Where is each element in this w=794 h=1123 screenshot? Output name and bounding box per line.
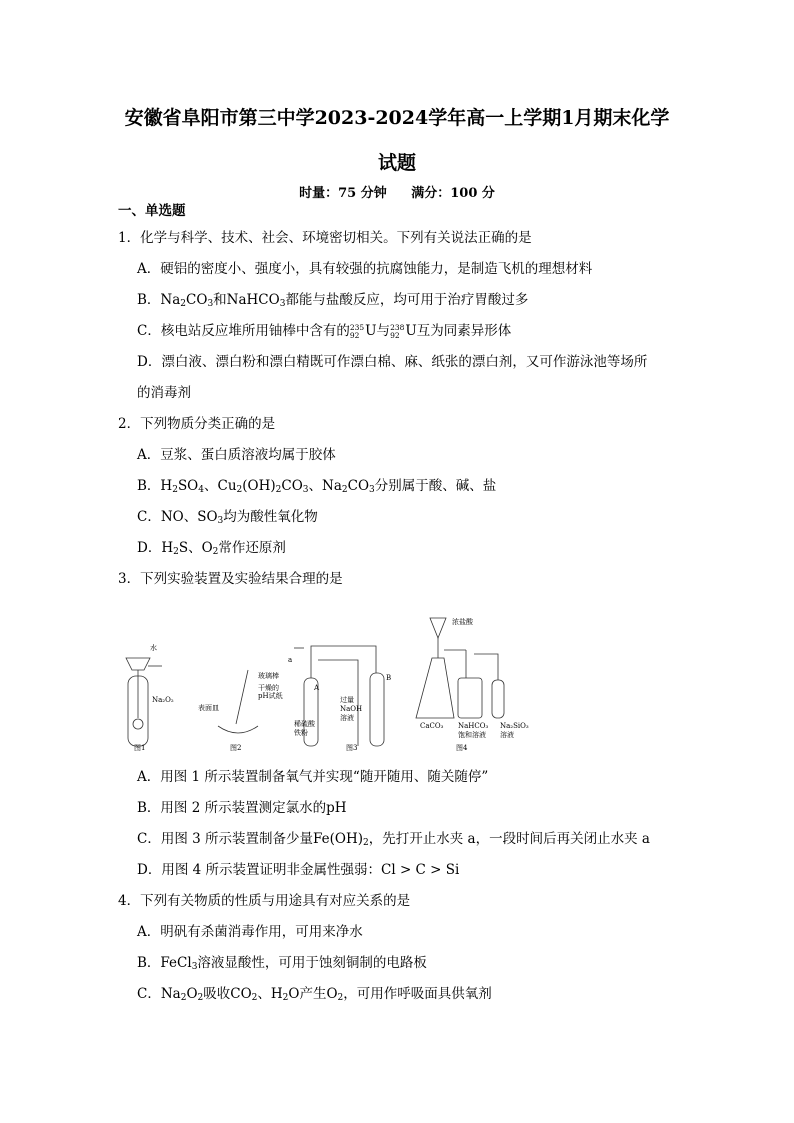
svg-text:CaCO₃: CaCO₃	[420, 722, 444, 730]
svg-text:图4: 图4	[456, 744, 468, 752]
svg-text:稀硫酸: 稀硫酸	[294, 720, 315, 728]
svg-text:NaOH: NaOH	[340, 705, 363, 713]
score-label: 满分：100 分	[411, 186, 495, 201]
q4-option-a: A．明矾有杀菌消毒作用，可用来净水	[137, 924, 363, 940]
q1-option-c: C．核电站反应堆所用铀棒中含有的 235 92 U与 238 92 U互为同素异形体	[137, 322, 512, 340]
svg-text:饱和溶液: 饱和溶液	[458, 731, 486, 739]
q1-option-a: A．硬铝的密度小、强度小，具有较强的抗腐蚀能力，是制造飞机的理想材料	[137, 261, 593, 277]
fig-na2o2-label: Na₂O₂	[152, 696, 174, 704]
svg-text:干燥的: 干燥的	[258, 684, 279, 692]
fig-dish-label: 表面皿	[198, 704, 219, 712]
fig-water-label: 水	[150, 644, 157, 652]
title-line-2: 试题	[377, 152, 416, 174]
q2-option-c: C．NO、$SO_3$均为酸性氧化物	[137, 509, 318, 526]
svg-text:图1: 图1	[134, 744, 146, 752]
q4-option-c: C．$Na_2O_2$吸收$CO_2$、$H_2O$产生$O_2$，可用作呼吸面具供氧剂	[137, 986, 492, 1003]
svg-text:溶液: 溶液	[340, 714, 354, 722]
q3-option-c: C．用图 3 所示装置制备少量$Fe(OH)_2$，先打开止水夹 a，一段时间后再关闭止水夹 a	[137, 831, 650, 848]
section-heading: 一、单选题	[118, 203, 186, 219]
q4-option-b: B．FeCl$_3$溶液显酸性，可用于蚀刻铜制的电路板	[137, 955, 427, 972]
svg-text:B: B	[386, 674, 392, 682]
time-label: 时量：75 分钟	[299, 186, 387, 201]
svg-text:铁粉: 铁粉	[294, 729, 308, 737]
q1-stem: 1．化学与科学、技术、社会、环境密切相关。下列有关说法正确的是	[118, 230, 532, 246]
svg-text:图2: 图2	[230, 744, 242, 752]
q4-stem: 4．下列有关物质的性质与用途具有对应关系的是	[118, 893, 411, 909]
q2-option-d: D．$H_2S$、$O_2$常作还原剂	[137, 540, 286, 557]
svg-text:浓盐酸: 浓盐酸	[452, 618, 473, 626]
q1-option-d: D．漂白液、漂白粉和漂白精既可作漂白棉、麻、纸张的漂白剂，又可作游泳池等场所	[137, 354, 648, 370]
q3-option-b: B．用图 2 所示装置测定氯水的pH	[137, 800, 347, 816]
svg-text:溶液: 溶液	[500, 731, 514, 739]
svg-text:pH试纸: pH试纸	[258, 692, 283, 700]
exam-meta	[0, 182, 794, 201]
q1-option-b: B．$Na_2CO_3$和NaHCO$_3$都能与盐酸反应，均可用于治疗胃酸过多	[137, 292, 529, 309]
q2-option-b: B．$H_2SO_4$、$Cu_2(OH)_2CO_3$、$Na_2CO_3$分别属于酸、碱、盐	[137, 478, 497, 495]
q2-option-a: A．豆浆、蛋白质溶液均属于胶体	[137, 447, 336, 463]
svg-text:a: a	[288, 656, 293, 664]
isotope-238: 238 92	[390, 322, 405, 340]
q3-option-a: A．用图 1 所示装置制备氧气并实现“随开随用、随关随停”	[137, 769, 489, 785]
isotope-235: 235 92	[349, 322, 365, 340]
svg-text:NaHCO₃: NaHCO₃	[458, 722, 489, 730]
q3-option-d: D．用图 4 所示装置证明非金属性强弱：Cl > C > Si	[137, 862, 460, 878]
q1-option-d-cont: 的消毒剂	[137, 385, 191, 401]
svg-text:过量: 过量	[340, 696, 354, 704]
q2-stem: 2．下列物质分类正确的是	[118, 416, 276, 432]
svg-text:图3: 图3	[346, 744, 358, 752]
svg-text:Na₂SiO₃: Na₂SiO₃	[500, 722, 529, 730]
q3-stem: 3．下列实验装置及实验结果合理的是	[118, 571, 343, 587]
svg-text:A: A	[314, 684, 320, 692]
fig-rod-label: 玻璃棒	[258, 672, 279, 680]
title-line-1: 安徽省阜阳市第三中学2023-2024学年高一上学期1月期末化学	[124, 107, 670, 129]
apparatus-figures	[118, 598, 538, 754]
